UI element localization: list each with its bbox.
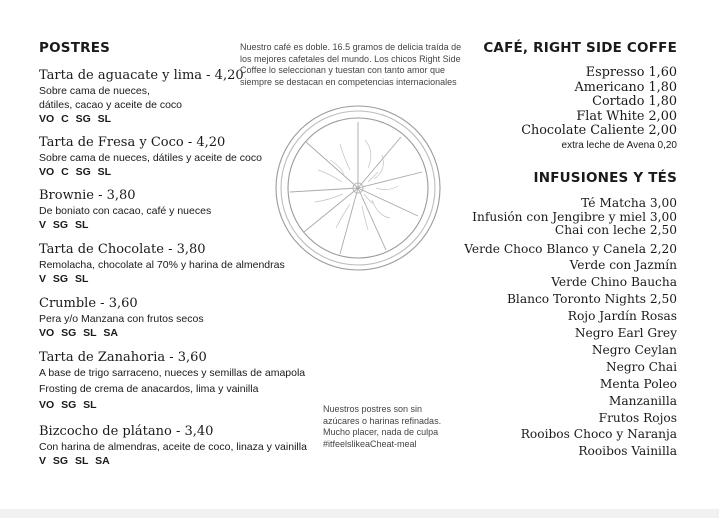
dietary-tags: VO C SG SL bbox=[39, 113, 112, 125]
cafe-list bbox=[521, 66, 677, 139]
item-desc: Con harina de almendras, aceite de coco, linaza y vainilla bbox=[39, 441, 307, 453]
item-desc: dátiles, cacao y aceite de coco bbox=[39, 99, 183, 111]
cafe-item: Chocolate Caliente 2,00 bbox=[521, 123, 677, 138]
note-line: Nuestro café es doble. 16.5 gramos de delicia traída de bbox=[240, 42, 462, 52]
item-desc: Sobre cama de nueces, dátiles y aceite de coco bbox=[39, 152, 262, 164]
tea-item: Negro Earl Grey bbox=[574, 326, 677, 341]
note-line: Mucho placer, nada de culpa bbox=[323, 427, 439, 437]
infusiones-heading: INFUSIONES Y TÉS bbox=[533, 170, 677, 186]
dietary-tags: VO SG SL bbox=[39, 399, 97, 411]
dessert-item-crumble bbox=[39, 296, 204, 340]
oat-milk-extra: extra leche de Avena 0,20 bbox=[561, 140, 677, 151]
dietary-tags: V SG SL bbox=[39, 273, 89, 285]
cafe-item: Americano 1,80 bbox=[574, 79, 677, 95]
cafe-item: Flat White 2,00 bbox=[576, 108, 677, 124]
tea-item: Té Matcha 3,00 bbox=[581, 196, 677, 210]
dessert-item-zanahoria bbox=[39, 350, 305, 412]
item-desc: De boniato con cacao, café y nueces bbox=[39, 205, 212, 217]
tea-item: Blanco Toronto Nights 2,50 bbox=[506, 292, 677, 307]
postres-heading: POSTRES bbox=[39, 40, 111, 56]
tea-item: Verde Choco Blanco y Canela 2,20 bbox=[464, 241, 677, 256]
item-title: Crumble - 3,60 bbox=[39, 296, 138, 311]
dessert-item-brownie bbox=[39, 188, 211, 232]
dessert-item-chocolate bbox=[39, 242, 285, 286]
dessert-item-aguacate bbox=[39, 68, 244, 126]
tea-item: Verde con Jazmín bbox=[569, 258, 677, 273]
note-line: siempre se destacan en competencias internacionales bbox=[240, 76, 457, 87]
tea-item: Verde Chino Baucha bbox=[551, 275, 677, 290]
tea-item: Menta Poleo bbox=[599, 376, 677, 391]
item-desc: Pera y/o Manzana con frutos secos bbox=[39, 313, 204, 325]
dietary-tags: VO SG SL SA bbox=[39, 327, 118, 339]
note-line: Nuestros postres son sin bbox=[323, 404, 423, 414]
note-line: #itfeelslikeaCheat-meal bbox=[323, 438, 417, 449]
lemon-slice-illustration bbox=[270, 100, 445, 275]
dessert-item-bizcocho bbox=[39, 424, 307, 468]
item-title: Tarta de Zanahoria - 3,60 bbox=[39, 350, 207, 365]
item-title: Tarta de aguacate y lima - 4,20 bbox=[39, 68, 244, 83]
tea-item: Frutos Rojos bbox=[598, 410, 677, 425]
item-title: Tarta de Chocolate - 3,80 bbox=[39, 242, 206, 257]
item-title: Bizcocho de plátano - 3,40 bbox=[39, 424, 214, 439]
cafe-item: Cortado 1,80 bbox=[592, 94, 677, 109]
item-desc: Remolacha, chocolate al 70% y harina de almendras bbox=[39, 259, 285, 271]
cafe-item: Espresso 1,60 bbox=[585, 65, 677, 80]
infusiones-list bbox=[464, 197, 677, 460]
item-desc: Sobre cama de nueces, bbox=[39, 85, 150, 97]
note-line: los mejores cafetales del mundo. Los chicos Right Side bbox=[240, 53, 461, 64]
cafe-heading: CAFÉ, RIGHT SIDE COFFE bbox=[483, 40, 677, 56]
tea-item: Manzanilla bbox=[608, 393, 677, 408]
item-title: Tarta de Fresa y Coco - 4,20 bbox=[39, 135, 226, 150]
dietary-tags: VO C SG SL bbox=[39, 166, 112, 178]
tea-item: Negro Ceylan bbox=[591, 342, 677, 357]
tea-item: Infusión con Jengibre y miel 3,00 bbox=[472, 209, 677, 224]
coffee-note bbox=[240, 42, 461, 88]
tea-item: Rojo Jardín Rosas bbox=[567, 309, 677, 324]
item-desc: A base de trigo sarraceno, nueces y semillas de amapola bbox=[39, 367, 306, 379]
tea-item: Rooibos Vainilla bbox=[578, 444, 677, 459]
note-line: Coffee lo seleccionan y tuestan con tanto amor que bbox=[240, 65, 445, 75]
item-desc: Frosting de crema de anacardos, lima y vainilla bbox=[39, 383, 259, 395]
dietary-tags: V SG SL bbox=[39, 219, 89, 231]
page-bottom-strip bbox=[0, 509, 719, 518]
tea-item: Chai con leche 2,50 bbox=[554, 223, 677, 237]
item-title: Brownie - 3,80 bbox=[39, 188, 136, 203]
tea-item: Negro Chai bbox=[605, 359, 677, 374]
dietary-tags: V SG SL SA bbox=[39, 455, 110, 467]
note-line: azúcares o harinas refinadas. bbox=[323, 415, 442, 426]
dessert-note bbox=[323, 404, 441, 450]
dessert-item-fresa bbox=[39, 135, 262, 179]
tea-item: Rooibos Choco y Naranja bbox=[520, 427, 677, 442]
